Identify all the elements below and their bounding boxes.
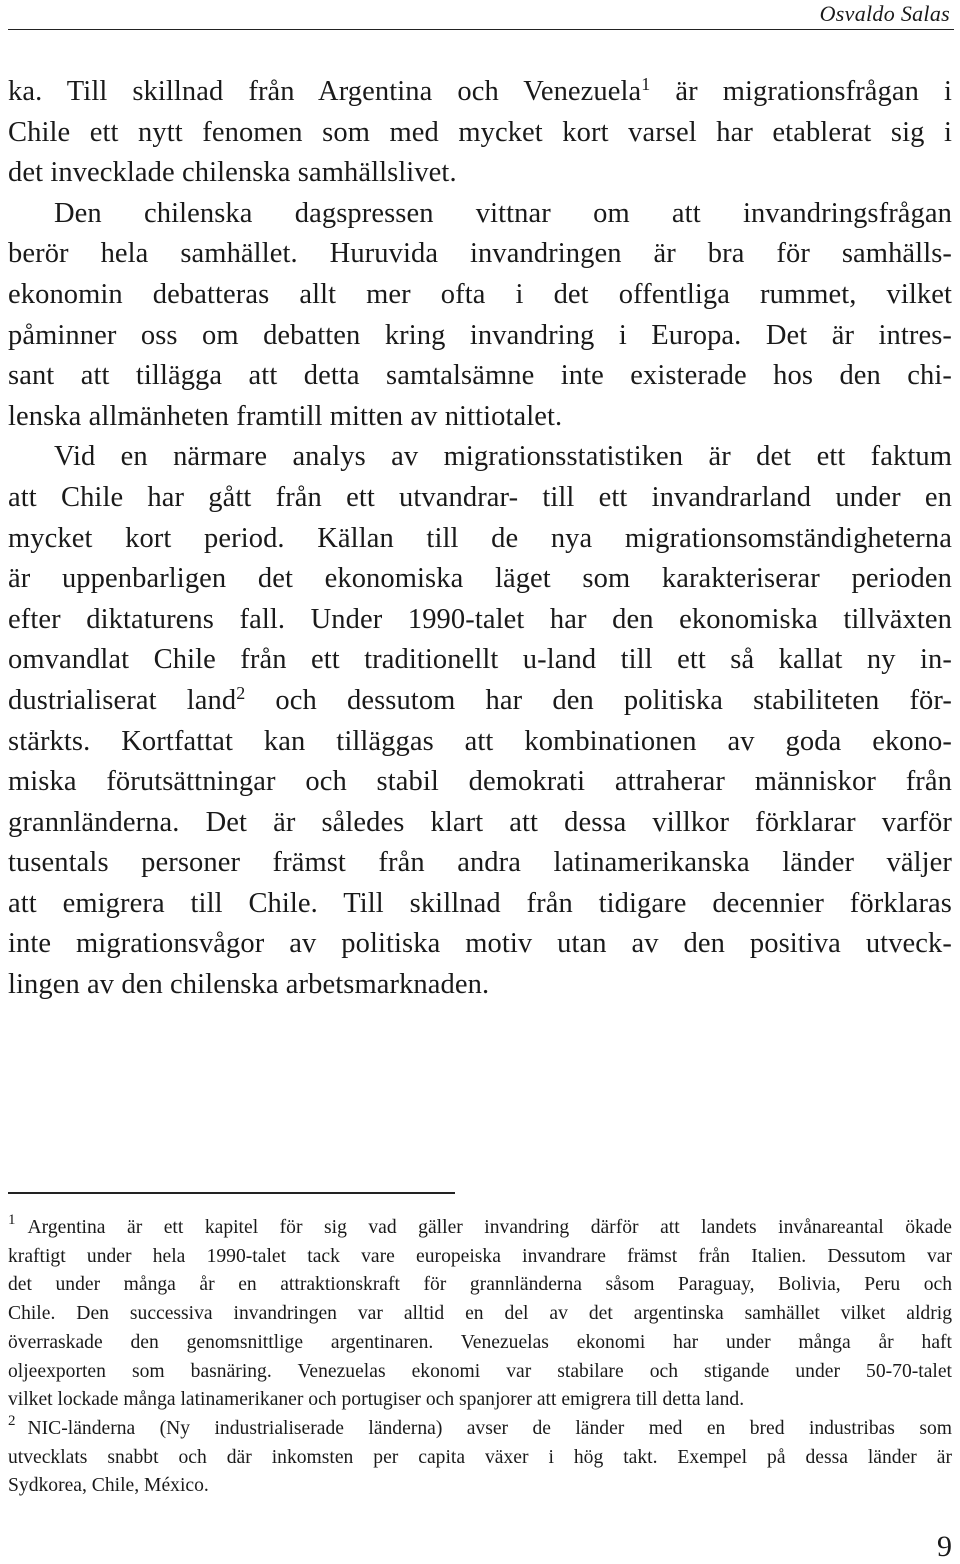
footnote-1-line: kraftigt under hela 1990-talet tack vare europeiska invandrare främst från Italien. Dessutom var: [8, 1245, 952, 1267]
body-line: stärkts. Kortfattat kan tilläggas att kombinationen av goda ekono-: [8, 725, 952, 757]
body-line: inte migrationsvågor av politiska motiv utan av den positiva utveck-: [8, 928, 952, 960]
body-line: ka. Till skillnad från Argentina och Venezuela$^1$ är migrationsfrågan i: [8, 74, 952, 107]
body-line: grannländerna. Det är således klart att dessa villkor förklarar varför: [8, 806, 952, 838]
footnote-1-line: $^1$ Argentina är ett kapitel för sig vad gäller invandring därför att landets invånareantal ökade: [8, 1212, 952, 1238]
body-line: att emigrera till Chile. Till skillnad från tidigare decennier förklaras: [8, 887, 952, 919]
body-line: påminner oss om debatten kring invandring i Europa. Det är intres-: [8, 319, 952, 351]
footnote-separator: [8, 1192, 455, 1194]
footnote-1-line: Chile. Den successiva invandringen var alltid en del av det argentinska samhället vilket aldrig: [8, 1303, 952, 1325]
body-line: sant att tillägga att detta samtalsämne inte existerade hos den chi-: [8, 360, 952, 392]
body-line: tusentals personer främst från andra latinamerikanska länder väljer: [8, 847, 952, 879]
body-line: berör hela samhället. Huruvida invandringen är bra för samhälls-: [8, 238, 952, 270]
body-line: Den chilenska dagspressen vittnar om att invandringsfrågan: [54, 197, 952, 229]
body-line: omvandlat Chile från ett traditionellt u-land till ett så kallat ny in-: [8, 644, 952, 676]
footnote-ref-2[interactable]: 2: [236, 682, 246, 703]
body-line: Vid en närmare analys av migrationsstatistiken är det ett faktum: [54, 441, 952, 473]
footnote-1-line: oljeexporten som basnäring. Venezuelas ekonomi var stabilare och stigande under 50-70-talet: [8, 1360, 952, 1382]
body-line: lingen av den chilenska arbetsmarknaden.: [8, 969, 490, 1001]
footnote-1-line: överraskade den genomsnittlige argentinaren. Venezuelas ekonomi har under många år haft: [8, 1331, 952, 1353]
footnote-ref-1[interactable]: 1: [641, 74, 651, 94]
footnote-2-number: 2: [8, 1412, 16, 1429]
page-header: [0, 0, 960, 30]
body-text: [8, 72, 952, 1006]
footnote-1-line: det under många år en attraktionskraft för grannländerna såsom Paraguay, Bolivia, Peru och: [8, 1274, 952, 1296]
footnotes: [8, 1214, 952, 1501]
body-line: Chile ett nytt fenomen som med mycket kort varsel har etablerat sig i: [8, 116, 952, 148]
footnote-1-line: vilket lockade många latinamerikaner och portugiser och spanjorer att emigrera till detta land.: [8, 1389, 745, 1411]
footnote-2-line: utvecklats snabbt och där inkomsten per capita växer i hög takt. Exempel på dessa länder är: [8, 1446, 952, 1468]
header-rule: [8, 29, 954, 30]
body-line: mycket kort period. Källan till de nya migrationsomständigheterna: [8, 522, 952, 554]
footnote-2-line: $^2$ NIC-länderna (Ny industrialiserade länderna) avser de länder med en bred industribas som: [8, 1412, 952, 1439]
body-line: ekonomin debatteras allt mer ofta i det offentliga rummet, vilket: [8, 278, 952, 310]
body-line: miska förutsättningar och stabil demokrati attraherar människor från: [8, 766, 952, 798]
page-number: 9: [937, 1530, 952, 1563]
body-line: efter diktaturens fall. Under 1990-talet har den ekonomiska tillväxten: [8, 603, 952, 635]
footnote-2-line: Sydkorea, Chile, México.: [8, 1475, 209, 1497]
body-line: är uppenbarligen det ekonomiska läget som karakteriserar perioden: [8, 563, 952, 595]
footnote-1-number: 1: [8, 1212, 16, 1228]
running-head-author: Osvaldo Salas: [819, 1, 950, 26]
body-line: dustrialiserat land$^2$ och dessutom har den politiska stabiliteten för-: [8, 682, 953, 716]
body-line: att Chile har gått från ett utvandrar- till ett invandrarland under en: [8, 481, 952, 513]
body-line: det invecklade chilenska samhällslivet.: [8, 157, 457, 189]
body-line: lenska allmänheten framtill mitten av nittiotalet.: [8, 400, 563, 432]
